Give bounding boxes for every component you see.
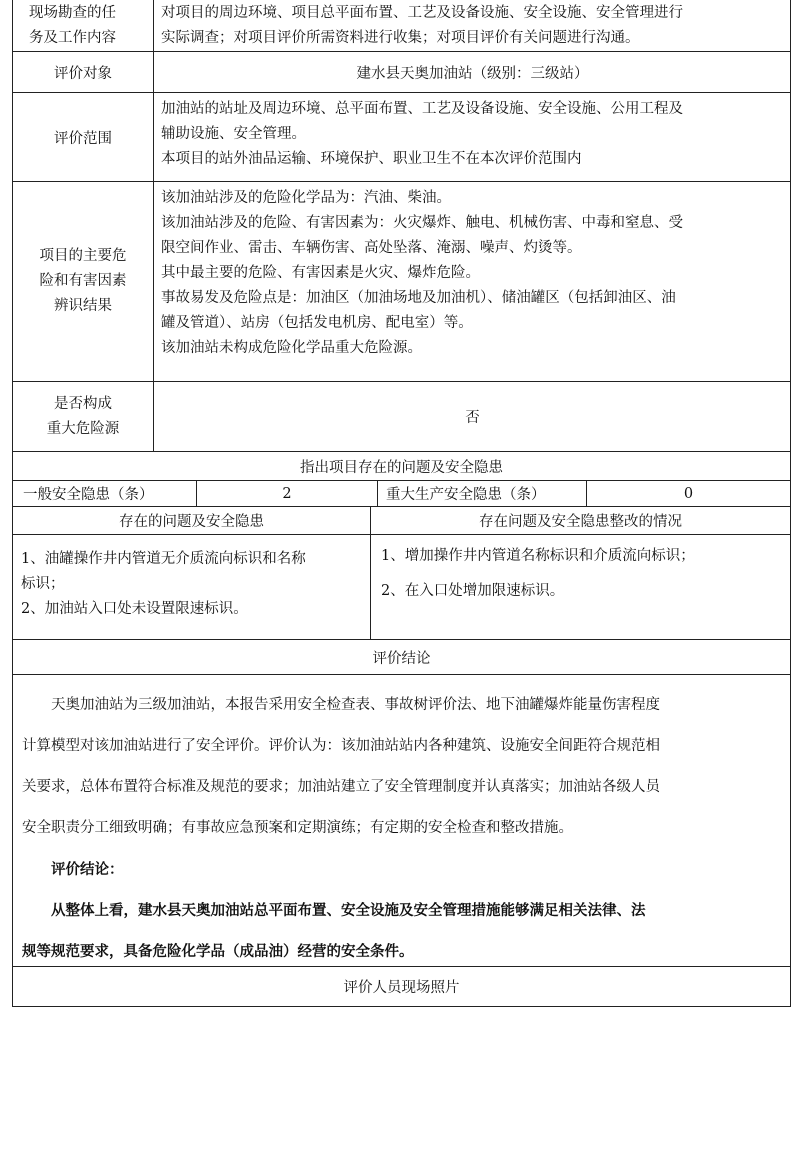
hazards-value-line: 该加油站未构成危险化学品重大危险源。 — [161, 340, 422, 356]
hazards-value-line: 罐及管道）、站房（包括发电机房、配电室）等。 — [161, 315, 473, 331]
problem-line: 2、加油站入口处未设置限速标识。 — [21, 601, 248, 617]
object-label: 评价对象 — [13, 52, 154, 92]
survey-value-cell — [154, 0, 790, 51]
conclusion-bold-line: 从整体上看，建水县天奥加油站总平面布置、安全设施及安全管理措施能够满足相关法律、法 — [51, 902, 646, 919]
conclusion-body-line: 关要求，总体布置符合标准及规范的要求；加油站建立了安全管理制度并认真落实；加油站各级人员 — [22, 779, 660, 795]
hazards-label-line: 辨识结果 — [54, 298, 112, 314]
major-hazard-label-line: 重大危险源 — [46, 420, 120, 437]
row-evaluation-scope — [12, 93, 791, 182]
major-hazard-label-line: 是否构成 — [54, 395, 112, 412]
fix-line: 1、增加操作井内管道名称标识和介质流向标识； — [381, 548, 695, 564]
major-hazard-count-label: 重大生产安全隐患（条） — [378, 481, 587, 506]
survey-label-line: 现场勘查的任 — [29, 5, 116, 21]
conclusion-subhead: 评价结论： — [51, 861, 124, 878]
photos-title: 评价人员现场照片 — [343, 980, 460, 996]
hazards-value-line: 限空间作业、雷击、车辆伤害、高处坠落、淹溺、噪声、灼烫等。 — [161, 240, 582, 256]
object-value: 建水县天奥加油站（级别：三级站） — [356, 65, 589, 82]
problems-column-header: 存在的问题及安全隐患 — [13, 507, 371, 534]
conclusion-title: 评价结论 — [372, 650, 431, 667]
survey-value-line: 对项目的周边环境、项目总平面布置、工艺及设备设施、安全设施、安全管理进行 — [161, 5, 683, 21]
problem-line: 标识； — [21, 576, 65, 592]
major-hazard-value: 否 — [465, 410, 480, 426]
survey-label-line: 务及工作内容 — [29, 30, 116, 46]
hazards-label-cell — [13, 182, 154, 381]
scope-label: 评价范围 — [13, 93, 154, 181]
major-hazard-count: 0 — [683, 485, 694, 502]
hazards-value-line: 该加油站涉及的危险化学品为：汽油、柴油。 — [161, 190, 451, 206]
general-hazard-label: 一般安全隐患（条） — [13, 481, 197, 506]
problems-cell — [13, 535, 371, 639]
row-survey-tasks — [12, 0, 791, 52]
survey-label-cell — [13, 0, 154, 51]
fixes-cell — [371, 535, 790, 639]
row-photos-title — [12, 967, 791, 1007]
hazards-value-cell — [154, 182, 790, 381]
row-major-hazard — [12, 382, 791, 452]
row-issue-contents — [12, 535, 791, 640]
conclusion-body-cell — [13, 675, 790, 966]
hazards-label-line: 项目的主要危 — [39, 248, 127, 264]
hazards-value-line: 其中最主要的危险、有害因素是火灾、爆炸危险。 — [161, 265, 480, 281]
row-hazard-identification — [12, 182, 791, 382]
survey-value-line: 实际调查；对项目评价所需资料进行收集；对项目评价有关问题进行沟通。 — [161, 30, 640, 46]
conclusion-bold-line: 规等规范要求，具备危险化学品（成品油）经营的安全条件。 — [22, 943, 414, 960]
hazards-value-line: 该加油站涉及的危险、有害因素为：火灾爆炸、触电、机械伤害、中毒和窒息、受 — [161, 215, 683, 231]
row-conclusion-title — [12, 640, 791, 675]
row-issues-title — [12, 452, 791, 481]
hazards-value-line: 事故易发及危险点是：加油区（加油场地及加油机）、储油罐区（包括卸油区、油 — [161, 290, 676, 306]
problem-line: 1、油罐操作井内管道无介质流向标识和名称 — [21, 551, 306, 567]
scope-value-cell — [154, 93, 790, 181]
conclusion-body-line: 天奥加油站为三级加油站，本报告采用安全检查表、事故树评价法、地下油罐爆炸能量伤害程度 — [51, 697, 660, 713]
scope-value-line: 辅助设施、安全管理。 — [161, 126, 306, 142]
row-conclusion-body — [12, 675, 791, 967]
row-evaluation-object — [12, 52, 791, 93]
conclusion-body-line: 计算模型对该加油站进行了安全评价。评价认为：该加油站站内各种建筑、设施安全间距符合规范相 — [22, 738, 660, 754]
scope-value-line: 本项目的站外油品运输、环境保护、职业卫生不在本次评价范围内 — [161, 151, 582, 167]
major-hazard-label-cell — [13, 382, 154, 451]
row-issue-headers — [12, 507, 791, 535]
hazards-label-line: 险和有害因素 — [39, 273, 127, 289]
issues-title: 指出项目存在的问题及安全隐患 — [300, 459, 503, 476]
fixes-column-header: 存在问题及安全隐患整改的情况 — [479, 514, 682, 530]
fix-line: 2、在入口处增加限速标识。 — [381, 583, 565, 599]
general-hazard-count: 2 — [197, 481, 378, 506]
row-issue-counts — [12, 481, 791, 507]
scope-value-line: 加油站的站址及周边环境、总平面布置、工艺及设备设施、安全设施、公用工程及 — [161, 101, 683, 117]
conclusion-body-line: 安全职责分工细致明确；有事故应急预案和定期演练；有定期的安全检查和整改措施。 — [22, 820, 573, 836]
